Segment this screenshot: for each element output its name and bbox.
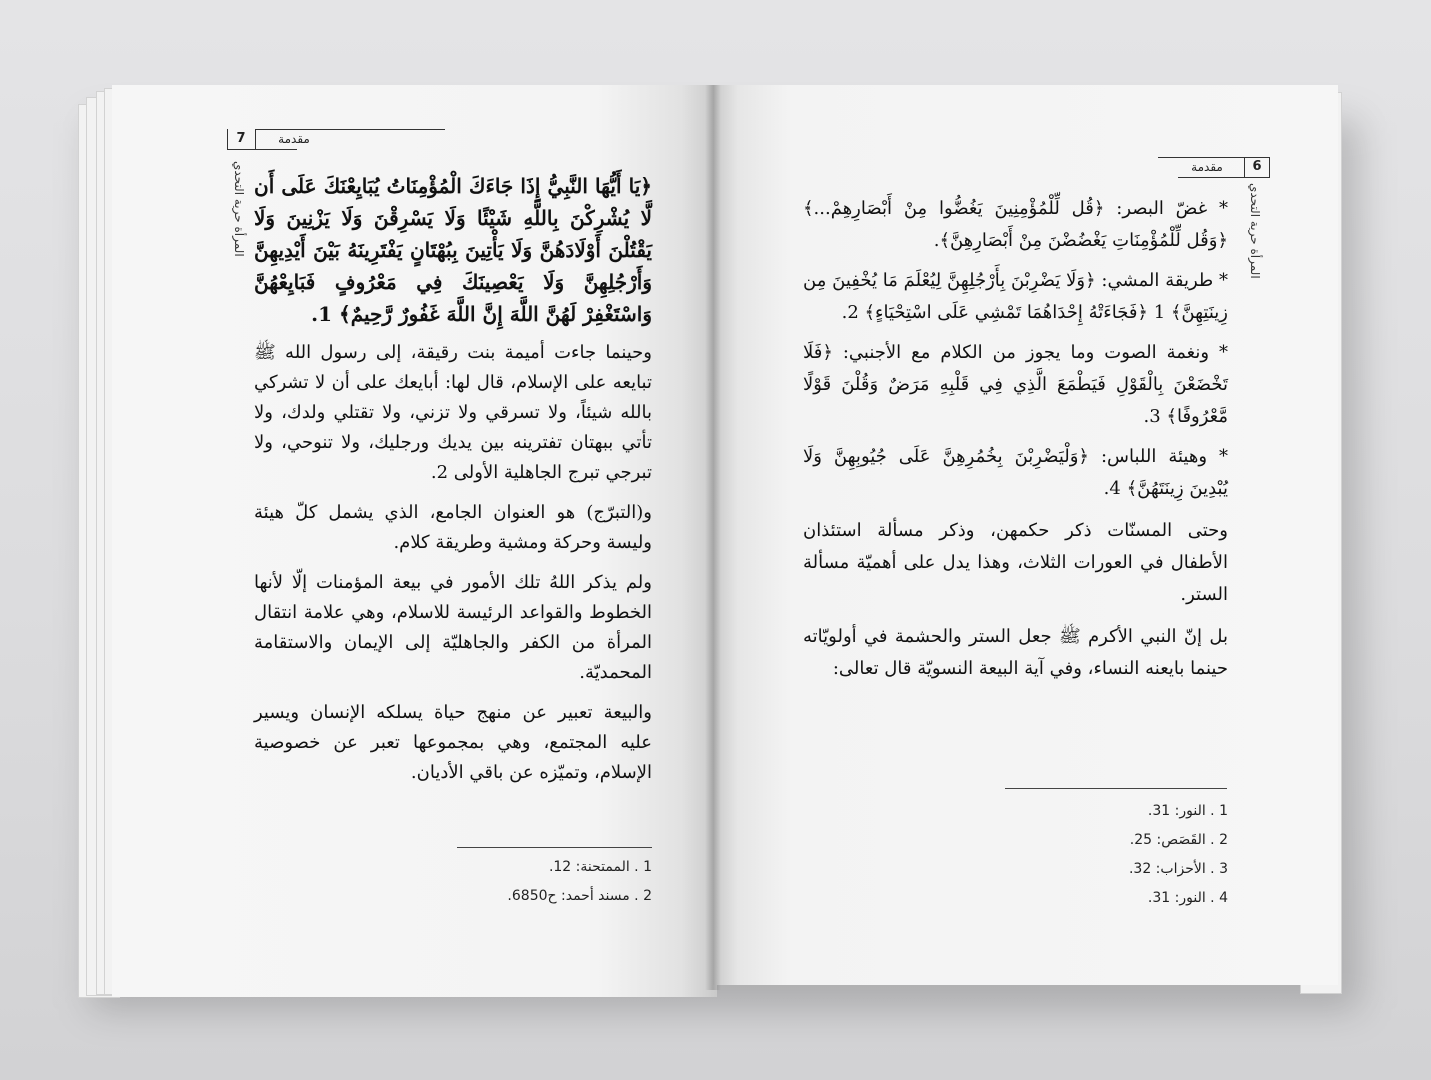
footnote: 1 . الممتحنة: 12. bbox=[548, 859, 652, 875]
left-page bbox=[112, 85, 717, 997]
right-page bbox=[713, 85, 1338, 985]
paragraph: * وهيئة اللباس: ﴿وَلْيَضْرِبْنَ بِخُمُرِهِنَّ عَلَى جُيُوبِهِنَّ وَلَا يُبْدِينَ زِينَتَهُنَّ﴾ 4. bbox=[803, 446, 1228, 499]
side-book-title: المرأة حرية التحدي bbox=[1248, 183, 1262, 279]
left-body-text bbox=[254, 170, 652, 788]
paragraph: و(التبرّج) هو العنوان الجامع، الذي يشمل كلّ هيئة وليسة وحركة ومشية وطريقة كلام. bbox=[254, 502, 652, 553]
left-page-header bbox=[227, 129, 447, 149]
page-number: 7 bbox=[236, 131, 246, 146]
footnote-divider bbox=[1005, 788, 1227, 789]
paragraph: ولم يذكر اللهُ تلك الأمور في بيعة المؤمنات إلّا لأنها الخطوط والقواعد الرئيسة للاسلام، وهي علامة انتقال المرأة من الكفر والجاهليّة إلى الإيمان والاستقامة المحمديّة. bbox=[254, 572, 652, 683]
paragraph: وحتى المسنّات ذكر حكمهن، وذكر مسألة استئذان الأطفال في العورات الثلاث، وهذا يدل على أهميّة مسألة الستر. bbox=[803, 520, 1228, 605]
book-spine bbox=[705, 85, 721, 990]
paragraph: بل إنّ النبي الأكرم ﷺ جعل الستر والحشمة في أولويّاته حينما بايعنه النساء، وفي آية البيعة النسويّة قال تعالى: bbox=[803, 626, 1228, 679]
paragraph: * ونغمة الصوت وما يجوز من الكلام مع الأجنبي: ﴿فَلَا تَخْضَعْنَ بِالْقَوْلِ فَيَطْمَعَ الَّذِي فِي قَلْبِهِ مَرَضٌ وَقُلْنَ قَوْلًا مَّعْرُوفًا﴾ 3. bbox=[803, 342, 1228, 427]
paragraph: * غضّ البصر: ﴿قُل لِّلْمُؤْمِنِينَ يَغُضُّوا مِنْ أَبْصَارِهِمْ...﴾ ﴿وَقُل لِّلْمُؤْمِنَاتِ يَغْضُضْنَ مِنْ أَبْصَارِهِنَّ﴾. bbox=[803, 198, 1228, 251]
quran-verse: ﴿يَا أَيُّهَا النَّبِيُّ إِذَا جَاءَكَ الْمُؤْمِنَاتُ يُبَايِعْنَكَ عَلَى أَن لَّا يُشْرِكْنَ بِاللَّهِ شَيْئًا وَلَا يَسْرِقْنَ وَلَا يَزْنِينَ وَلَا يَقْتُلْنَ أَوْلَادَهُنَّ وَلَا يَأْتِينَ بِبُهْتَانٍ يَفْتَرِينَهُ بَيْنَ أَيْدِيهِنَّ وَأَرْجُلِهِنَّ وَلَا يَعْصِينَكَ فِي مَعْرُوفٍ فَبَايِعْهُنَّ وَاسْتَغْفِرْ لَهُنَّ اللَّهَ إِنَّ اللَّهَ غَفُورٌ رَّحِيمٌ﴾ 1. bbox=[254, 174, 652, 326]
paragraph: وحينما جاءت أميمة بنت رقيقة، إلى رسول الله ﷺ تبايعه على الإسلام، قال لها: أبايعك على أن لا تشركي بالله شيئاً، ولا تسرقي ولا تزني، ولا تقتلي ولدك، ولا تأتي ببهتان تفترينه بين يديك ورجليك، ولا تنوحي، ولا تبرجي تبرج الجاهلية الأولى 2. bbox=[254, 342, 652, 483]
paragraph: * طريقة المشي: ﴿وَلَا يَضْرِبْنَ بِأَرْجُلِهِنَّ لِيُعْلَمَ مَا يُخْفِينَ مِن زِينَتِهِنَّ﴾ 1 ﴿فَجَاءَتْهُ إِحْدَاهُمَا تَمْشِي عَلَى اسْتِحْيَاءٍ﴾ 2. bbox=[803, 270, 1228, 323]
header-title: مقدمة bbox=[1191, 160, 1223, 174]
right-body-text bbox=[803, 193, 1228, 685]
footnote: 2 . مسند أحمد: ح6850. bbox=[507, 888, 652, 904]
footnotes bbox=[1013, 797, 1228, 913]
footnote: 2 . القَصَص: 25. bbox=[1129, 832, 1228, 848]
header-title: مقدمة bbox=[278, 132, 310, 146]
footnotes bbox=[442, 853, 652, 911]
side-book-title: المرأة حرية التحدي bbox=[232, 161, 246, 257]
right-page-header bbox=[1158, 157, 1270, 177]
footnote: 4 . النور: 31. bbox=[1147, 890, 1228, 906]
page-number: 6 bbox=[1252, 159, 1262, 174]
footnote: 1 . النور: 31. bbox=[1147, 803, 1228, 819]
footnote: 3 . الأحزاب: 32. bbox=[1128, 861, 1228, 877]
footnote-divider bbox=[457, 847, 652, 848]
paragraph: والبيعة تعبير عن منهج حياة يسلكه الإنسان ويسير عليه المجتمع، وهي بمجموعها تعبر عن خصوصية الإسلام، وتميّزه عن باقي الأديان. bbox=[254, 702, 652, 783]
